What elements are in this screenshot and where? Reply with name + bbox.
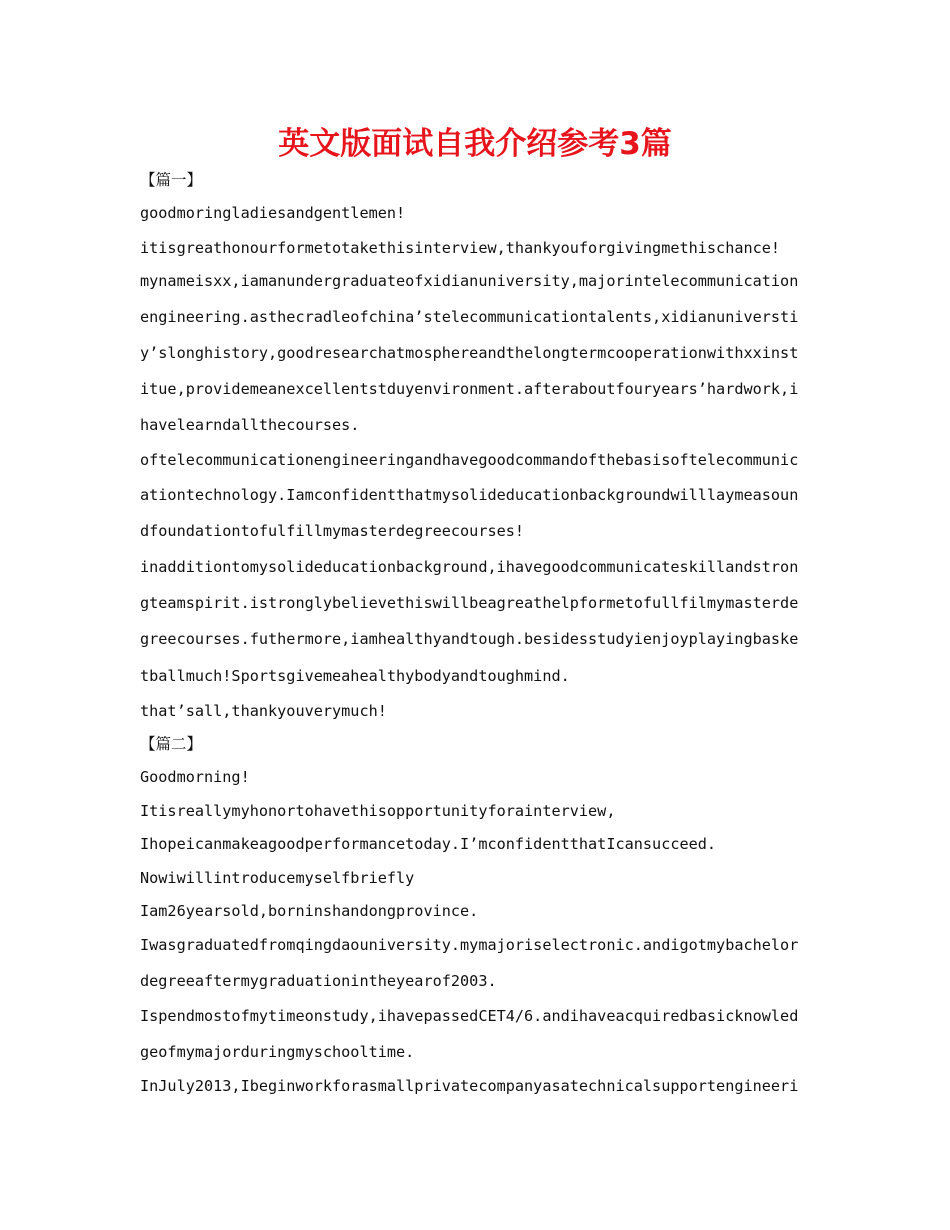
text-line: Itisreallymyhonortohavethisopportunityforainterview, [140, 802, 616, 820]
section-heading: 【篇二】 [140, 735, 203, 753]
text-line: Iwasgraduatedfromqingdaouniversity.mymajoriselectronic.andigotmybachelor [140, 936, 799, 954]
text-line: Nowiwillintroducemyselfbriefly [140, 869, 415, 887]
text-line: tballmuch!Sportsgivemeahealthybodyandtoughmind. [140, 667, 570, 685]
text-line: geofmymajorduringmyschooltime. [140, 1043, 415, 1061]
text-line: Iam26yearsold,borninshandongprovince. [140, 902, 479, 920]
text-line: y’slonghistory,goodresearchatmosphereandthelongtermcooperationwithxxinst [140, 344, 799, 362]
text-line: Ihopeicanmakeagoodperformancetoday.I’mconfidentthatIcansucceed. [140, 835, 717, 853]
document-title: 英文版面试自我介绍参考3篇 [278, 126, 672, 162]
text-line: goodmoringladiesandgentlemen! [140, 204, 406, 222]
text-line: gteamspirit.istronglybelievethiswillbeagreathelpformetofullfilmymasterde [140, 594, 799, 612]
text-line: Ispendmostofmytimeonstudy,ihavepassedCET4/6.andihaveacquiredbasicknowled [140, 1007, 799, 1025]
text-line: InJuly2013,Ibeginworkforasmallprivatecompanyasatechnicalsupportengineeri [140, 1077, 799, 1095]
text-line: itue,providemeanexcellentstduyenvironment.afteraboutfouryears’hardwork,i [140, 380, 799, 398]
text-line: dfoundationtofulfillmymasterdegreecourses! [140, 522, 525, 540]
text-line: inadditiontomysolideducationbackground,ihavegoodcommunicateskillandstron [140, 558, 799, 576]
text-line: oftelecommunicationengineeringandhavegoodcommandofthebasisoftelecommunic [140, 451, 799, 469]
text-line: Goodmorning! [140, 768, 250, 786]
text-line: greecourses.futhermore,iamhealthyandtough.besidesstudyienjoyplayingbaske [140, 630, 799, 648]
text-line: engineering.asthecradleofchina’stelecommunicationtalents,xidianuniversti [140, 308, 799, 326]
text-line: that’sall,thankyouverymuch! [140, 702, 387, 720]
document-body [140, 168, 812, 1168]
text-line: itisgreathonourformetotakethisinterview,thankyouforgivingmethischance! [140, 239, 781, 257]
text-line: degreeaftermygraduationintheyearof2003. [140, 972, 497, 990]
section-heading: 【篇一】 [140, 171, 203, 189]
text-line: mynameisxx,iamanundergraduateofxidianuniversity,majorintelecommunication [140, 272, 799, 290]
text-line: ationtechnology.Iamconfidentthatmysolideducationbackgroundwilllaymeasoun [140, 486, 799, 504]
text-line: havelearndallthecourses. [140, 416, 360, 434]
